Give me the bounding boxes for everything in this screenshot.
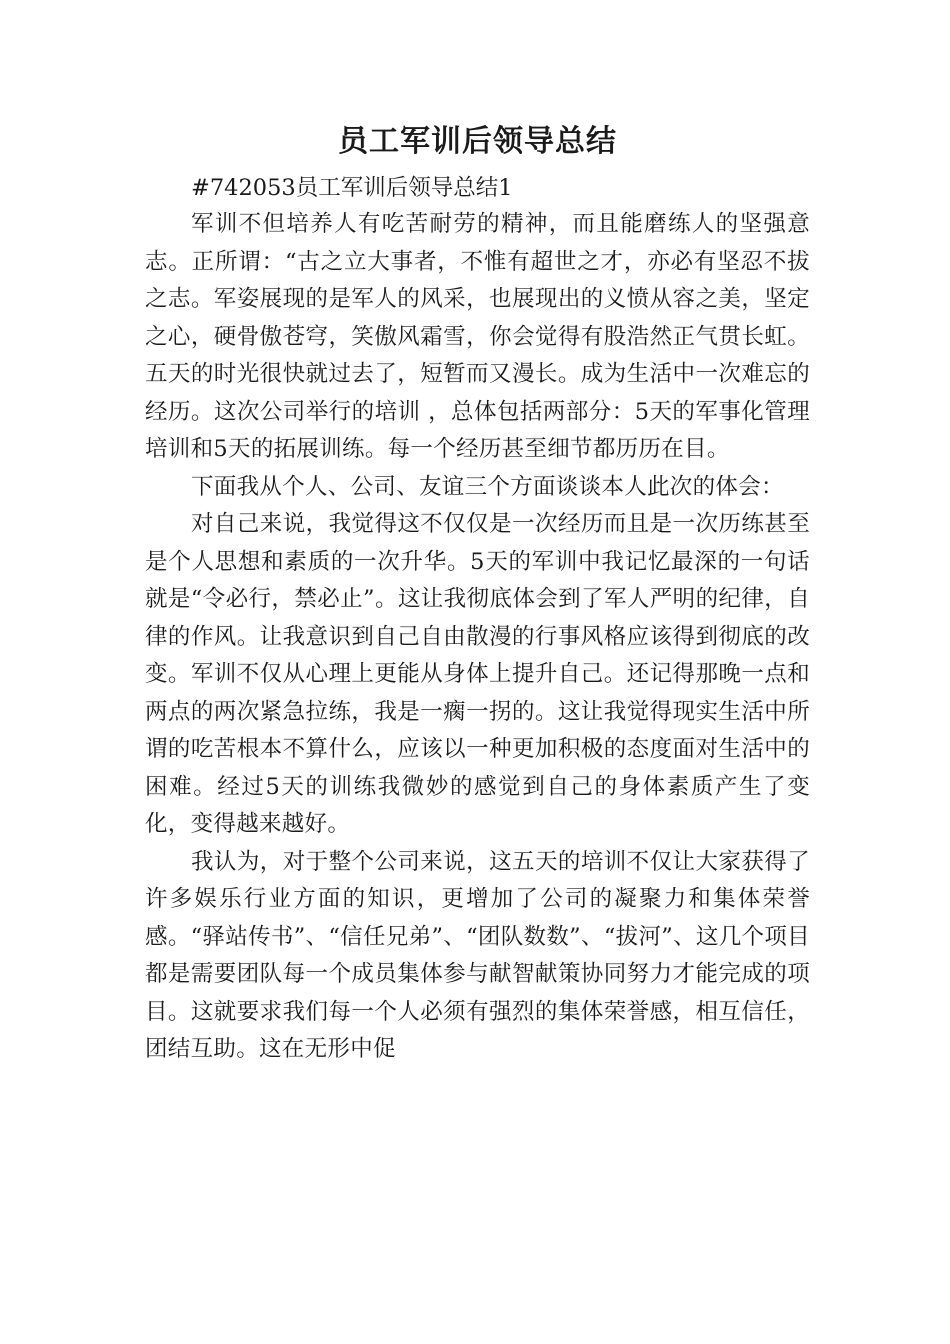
paragraph-personal: 对自己来说，我觉得这不仅仅是一次经历而且是一次历练甚至是个人思想和素质的一次升华。5天的军训中我记忆最深的一句话就是“令必行，禁必止”。这让我彻底体会到了军人严明的纪律，自律的作风。让我意识到自己自由散漫的行事风格应该得到彻底的改变。军训不仅从心理上更能从身体上提升自己。还记得那晚一点和两点的两次紧急拉练，我是一瘸一拐的。这让我觉得现实生活中所谓的吃苦根本不算什么，应该以一种更加积极的态度面对生活中的困难。经过5天的训练我微妙的感觉到自己的身体素质产生了变化，变得越来越好。 — [145, 511, 810, 837]
document-subtitle: #742053员工军训后领导总结1 — [191, 175, 513, 201]
document-page — [145, 118, 810, 1069]
document-title: 员工军训后领导总结 — [338, 124, 617, 159]
paragraph-company: 我认为，对于整个公司来说，这五天的培训不仅让大家获得了许多娱乐行业方面的知识，更增加了公司的凝聚力和集体荣誉感。“驿站传书”、“信任兄弟”、“团队数数”、“拔河”、这几个项目都是需要团队每一个成员集体参与献智献策协同努力才能完成的项目。这就要求我们每一个人必须有强烈的集体荣誉感，相互信任，团结互助。这在无形中促 — [145, 848, 810, 1062]
paragraph-outline: 下面我从个人、公司、友谊三个方面谈谈本人此次的体会： — [191, 473, 784, 500]
paragraph-intro: 军训不但培养人有吃苦耐劳的精神，而且能磨练人的坚强意志。正所谓：“古之立大事者，不惟有超世之才，亦必有坚忍不拔之志。军姿展现的是军人的风采，也展现出的义愤从容之美，坚定之心，硬骨傲苍穹，笑傲风霜雪，你会觉得有股浩然正气贯长虹。五天的时光很快就过去了，短暂而又漫长。成为生活中一次难忘的经历。这次公司举行的培训 ，总体包括两部分：5天的军事化管理培训和5天的拓展训练。每一个经历甚至细节都历历在目。 — [145, 211, 810, 462]
